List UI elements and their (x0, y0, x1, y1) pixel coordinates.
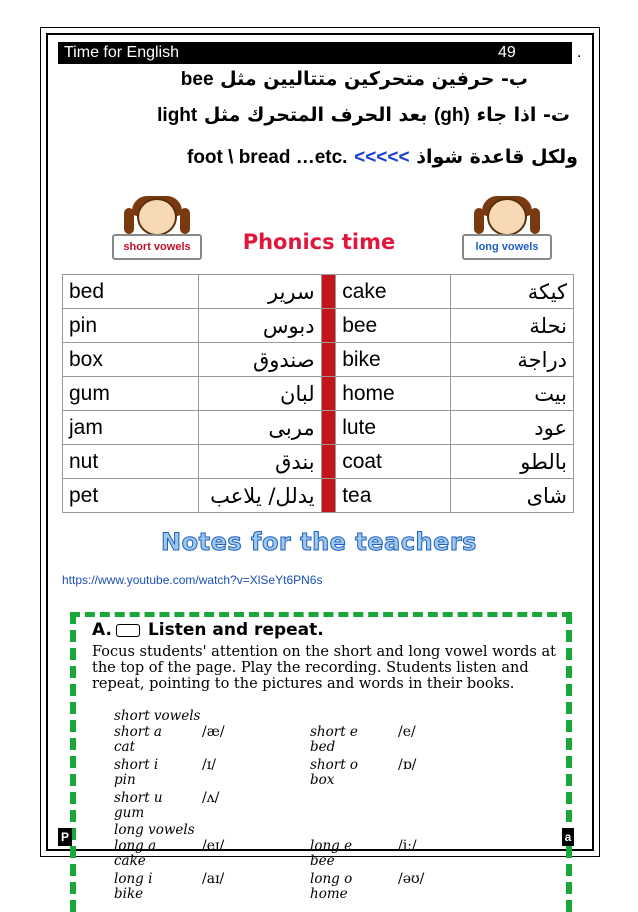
rule-b-example: bee (180, 69, 214, 90)
phonics-item-symbol: /eɪ/ (202, 838, 225, 854)
short-word-arabic: صندوق (198, 343, 321, 377)
short-word-english: box (63, 343, 199, 377)
rule-t-arabic-1: ت- اذا جاء (476, 104, 570, 126)
short-word-english: gum (63, 377, 199, 411)
short-word-arabic: مربى (198, 411, 321, 445)
short-word-english: bed (63, 275, 199, 309)
column-separator (321, 445, 336, 479)
table-row (63, 309, 574, 343)
long-word-english: cake (336, 275, 451, 309)
long-word-arabic: نحلة (450, 309, 573, 343)
header-dot: . (577, 44, 582, 61)
page-number: 49 (498, 44, 516, 61)
table-row (63, 377, 574, 411)
short-word-arabic: بندق (198, 445, 321, 479)
phonics-item-name: short e (310, 724, 358, 740)
footer-left-tab: P (58, 828, 72, 846)
column-separator (321, 309, 336, 343)
phonics-item-name: short u (114, 790, 163, 806)
phonics-item-name: short o (310, 757, 359, 773)
phonics-item-word: pin (114, 772, 136, 788)
table-row (63, 479, 574, 513)
long-word-english: bee (336, 309, 451, 343)
phonics-item-word: bike (114, 886, 144, 902)
table-row (63, 411, 574, 445)
excerpt-heading (92, 620, 324, 640)
phonics-item-symbol: /iː/ (398, 838, 417, 854)
phonics-item-word: home (310, 886, 348, 902)
phonics-item-name: short i (114, 757, 159, 773)
short-word-english: jam (63, 411, 199, 445)
long-word-english: coat (336, 445, 451, 479)
short-word-english: pet (63, 479, 199, 513)
long-vowels-label: long vowels (114, 822, 195, 838)
exceptions-arabic: ولكل قاعدة شواذ (416, 146, 578, 168)
notes-title: Notes for the teachers (161, 528, 477, 556)
long-vowels-sign: long vowels (462, 234, 552, 260)
rule-b-arabic: ب- حرفين متحركين متتاليين مثل (220, 68, 528, 90)
long-word-arabic: بيت (450, 377, 573, 411)
phonics-item-word: cake (114, 853, 146, 869)
phonics-item-word: bee (310, 853, 335, 869)
phonics-item-symbol: /ʌ/ (202, 790, 220, 806)
exceptions-examples: foot \ bread …etc. (187, 147, 348, 168)
column-separator (321, 275, 336, 309)
table-row (63, 445, 574, 479)
phonics-item-name: long a (114, 838, 157, 854)
long-word-english: home (336, 377, 451, 411)
short-word-english: nut (63, 445, 199, 479)
long-word-arabic: شاى (450, 479, 573, 513)
excerpt-heading-text: Listen and repeat. (147, 620, 324, 640)
audio-cd-icon (116, 624, 140, 637)
phonics-item-symbol: /æ/ (202, 724, 225, 740)
phonics-item-symbol: /ɪ/ (202, 757, 216, 773)
rule-t-gh: (gh) (433, 105, 470, 126)
phonics-item-word: cat (114, 739, 136, 755)
table-row (63, 343, 574, 377)
page-header-bar (58, 42, 572, 64)
header-title: Time for English (64, 44, 179, 61)
long-word-arabic: بالطو (450, 445, 573, 479)
phonics-item-symbol: /ɒ/ (398, 757, 417, 773)
phonics-item-name: long e (310, 838, 353, 854)
long-word-arabic: كيكة (450, 275, 573, 309)
vowel-table (62, 274, 574, 513)
short-vowels-label: short vowels (114, 708, 201, 724)
rule-exceptions (187, 146, 578, 169)
phonics-item-symbol: /aɪ/ (202, 871, 225, 887)
phonics-item-symbol: /əʊ/ (398, 871, 425, 887)
short-vowels-sign: short vowels (112, 234, 202, 260)
phonics-item-word: gum (114, 805, 145, 821)
table-row (63, 275, 574, 309)
rule-t-arabic-2: بعد الحرف المتحرك مثل (203, 104, 428, 126)
long-word-arabic: دراجة (450, 343, 573, 377)
phonics-item-word: bed (310, 739, 336, 755)
rule-t-example: light (157, 105, 198, 126)
video-link[interactable]: https://www.youtube.com/watch?v=XlSeYt6PN6s (62, 573, 323, 587)
long-word-english: tea (336, 479, 451, 513)
phonics-item-name: short a (114, 724, 162, 740)
long-word-english: bike (336, 343, 451, 377)
column-separator (321, 479, 336, 513)
column-separator (321, 411, 336, 445)
phonics-item-name: long i (114, 871, 153, 887)
long-word-arabic: عود (450, 411, 573, 445)
excerpt-instructions: Focus students' attention on the short and long vowel words at the top of the page. Play the recording. Students listen and repeat, pointing to the pictures and words in their books. (92, 644, 556, 692)
short-word-arabic: دبوس (198, 309, 321, 343)
rule-b (181, 68, 528, 91)
phonics-item-name: long o (310, 871, 353, 887)
excerpt-heading-letter: A. (92, 620, 112, 640)
short-word-arabic: يدلل/ يلاعب (198, 479, 321, 513)
phonics-item-word: box (310, 772, 335, 788)
short-word-arabic: لبان (198, 377, 321, 411)
short-word-english: pin (63, 309, 199, 343)
exceptions-arrow: <<<<< (354, 147, 410, 168)
footer-right-tab: a (562, 828, 574, 846)
phonics-title: Phonics time (242, 230, 396, 254)
long-word-english: lute (336, 411, 451, 445)
column-separator (321, 377, 336, 411)
rule-t (157, 104, 570, 127)
short-word-arabic: سرير (198, 275, 321, 309)
column-separator (321, 343, 336, 377)
phonics-item-symbol: /e/ (398, 724, 416, 740)
